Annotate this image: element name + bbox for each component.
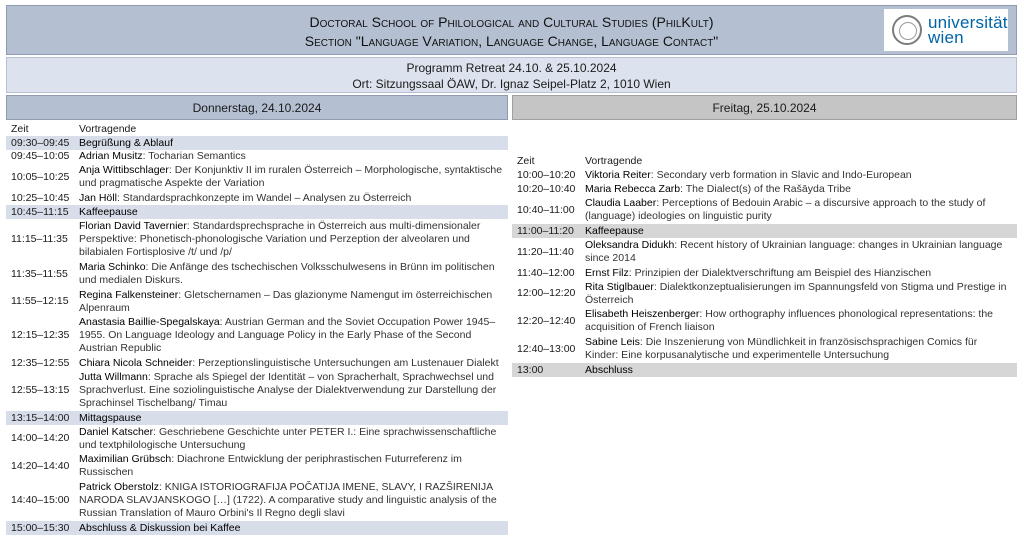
logo-text-line2: wien [928,28,964,47]
schedule-break-row [512,363,1017,377]
session-details [585,364,1017,377]
day1-title: Donnerstag, 24.10.2024 [6,95,508,120]
schedule-row [512,307,1017,335]
talk-title: : Geschriebene Geschichte unter PETER I.: Eine sprachwissenschaftliche und textphilologische Untersuchung [79,425,497,451]
break-label: Mittagspause [79,411,142,424]
talk-title: : Standardsprechsprache in Österreich aus multi-dimensionaler Perspektive: Phonetisch-phonologische Variation und Perzeption der alveolaren und bilabialen Fortisplosive /t/ und /p/ [79,220,481,258]
break-label: Kaffeepause [585,224,644,237]
talk-title: : Perzeptionslinguistische Untersuchungen am Lustenauer Dialekt [192,356,499,369]
schedule-row [6,480,508,521]
schedule-row [6,191,508,205]
schedule-row [512,196,1017,224]
session-time: 13:00 [517,363,544,376]
talk-title: : KNIGA ISTORIOGRAFIJA POČATIJA IMENE, SLAVY, I RAZŠIRENIJA NARODA SLAVJANSKOGO […] (1722). A comparative study and linguistic analysis of the Russian Translation of Mauro Orbini's Il Regno degli slavi [79,481,497,519]
university-logo [884,9,1008,51]
column-speaker-label: Vortragende [79,122,137,135]
session-time: 10:45–11:15 [11,205,69,218]
speaker-name: Maximilian Grübsch [79,453,172,465]
column-time-label: Zeit [11,122,29,135]
schedule-row [512,182,1017,196]
schedule-row [6,150,508,163]
column-time-label: Zeit [517,154,535,167]
event-info [6,57,1017,93]
schedule-row [512,335,1017,363]
session-details [79,164,508,190]
talk-title: : Tocharian Semantics [142,150,246,162]
talk-title: : Diachrone Entwicklung der periphrastischen Futurreferenz im Russischen [79,453,462,478]
break-label: Abschluss & Diskussion bei Kaffee [79,521,241,534]
talk-title: : Perceptions of Bedouin Arabic – a discursive approach to the study of (language) ideologies on linguistic purity [585,197,986,222]
session-time: 10:00–10:20 [517,168,576,181]
talk-title: : Die Anfänge des tschechischen Volksschulwesens in Brünn im politischen und medialen Diskurs. [79,261,495,286]
schedule-break-row [6,521,508,535]
schedule-row [6,288,508,315]
talk-title: : Recent history of Ukrainian language: changes in Ukrainian language since 2014 [585,239,1003,264]
session-time: 10:25–10:45 [11,191,70,204]
break-label: Abschluss [585,363,633,376]
talk-title: : Prinzipien der Dialektverschriftung am Beispiel des Hianzischen [628,266,932,279]
schedule-row [6,356,508,370]
speaker-name: Viktoria Reiter [585,168,651,181]
talk-title: : Sprache als Spiegel der Identität – von Spracherhalt, Sprachwechsel und Sprachverlust. Eine soziolinguistische Analyse der Dialektverwendung zur Darstellung der Sprachinsel Tischelbang/ Timau [79,371,497,409]
session-time: 12:00–12:20 [517,287,576,299]
session-details [585,336,1017,362]
schedule-row [512,280,1017,307]
day2-schedule [512,154,1017,377]
schedule-row [6,452,508,480]
speaker-name: Patrick Oberstolz [79,481,159,493]
session-time: 11:40–12:00 [517,266,575,279]
schedule-row [6,260,508,288]
speaker-name: Maria Rebecca Zarb [585,182,681,195]
speaker-name: Rita Stiglbauer [585,280,654,293]
schedule-row [6,370,508,411]
session-details [79,453,508,479]
session-details [79,371,508,410]
schedule-break-row [6,411,508,425]
session-time: 12:20–12:40 [517,314,576,327]
session-time: 14:20–14:40 [11,459,70,472]
schedule-break-row [6,205,508,219]
session-details [585,225,1017,238]
session-details [79,426,508,452]
talk-title: : Austrian German and the Soviet Occupation Power 1945–1955. On Language Ideology and Language Policy in the Early Phase of the Second Austrian Republic [79,316,496,354]
session-details [585,169,1017,182]
session-details [585,267,1017,280]
session-time: 11:35–11:55 [11,267,68,280]
session-time: 15:00–15:30 [11,521,70,534]
column-speaker-label: Vortragende [585,154,643,167]
schedule-row [6,163,508,191]
session-details [79,357,508,370]
event-title: Programm Retreat 24.10. & 25.10.2024 [406,61,617,75]
session-time: 14:00–14:20 [11,432,70,444]
event-location: Ort: Sitzungssaal ÖAW, Dr. Ignaz Seipel-Platz 2, 1010 Wien [352,77,671,91]
speaker-name: Regina Falkensteiner [79,288,179,301]
speaker-name: Jutta Willmann [79,371,148,383]
session-details [79,481,508,520]
speaker-name: Ernst Filz [585,266,629,279]
speaker-name: Jan Höll [79,191,117,204]
session-details [79,220,508,259]
talk-title: : Der Konjunktiv II im ruralen Österreich – Morphologische, syntaktische und pragmatische Aspekte der Variation [79,164,503,189]
talk-title: : Secondary verb formation in Slavic and Indo-European [650,168,912,181]
seal-icon [892,15,922,45]
session-time: 10:05–10:25 [11,170,70,183]
session-details [585,239,1017,265]
page-subtitle: Section "Language Variation, Language Change, Language Contact" [304,33,719,49]
talk-title: : How orthography influences phonological representations: the acquisition of French liaison [585,308,994,333]
page-header [6,5,1017,55]
speaker-name: Claudia Laaber [585,197,657,209]
break-label: Kaffeepause [79,205,138,218]
speaker-name: Anastasia Baillie-Spegalskaya [79,316,220,328]
session-details [585,197,1017,223]
speaker-name: Florian David Tavernier [79,220,187,232]
session-time: 12:15–12:35 [11,329,70,341]
day2-column-header [512,154,1017,168]
schedule-break-row [512,224,1017,238]
session-time: 14:40–15:00 [11,494,70,506]
talk-title: : Gletschernamen – Das glazionyme Namengut im österreichischen Alpenraum [79,288,493,314]
session-details [79,192,508,205]
session-time: 12:40–13:00 [517,342,576,355]
page-title: Doctoral School of Philological and Cultural Studies (PhilKult) [309,14,714,30]
speaker-name: Oleksandra Didukh [585,239,675,251]
session-time: 11:20–11:40 [517,245,574,258]
session-details [585,183,1017,196]
session-details [79,150,508,163]
talk-title: : Standardsprachkonzepte im Wandel – Analysen zu Österreich [116,191,412,204]
session-time: 13:15–14:00 [11,411,70,424]
speaker-name: Elisabeth Heiszenberger [585,308,700,320]
session-details [79,412,508,425]
talk-title: : The Dialect(s) of the Rašāyda Tribe [680,182,851,195]
schedule-row [6,425,508,452]
session-details [585,308,1017,334]
speaker-name: Chiara Nicola Schneider [79,356,193,369]
session-time: 11:00–11:20 [517,224,574,237]
talk-title: : Die Inszenierung von Mündlichkeit in französischsprachigen Comics für Kinder: Eine korpusanalytische und experimentelle Untersuchung [585,336,978,361]
session-time: 10:40–11:00 [517,203,575,216]
logo-text-line1: universität [928,13,1008,32]
break-label: Begrüßung & Ablauf [79,136,173,149]
session-details [79,137,508,150]
session-details [79,261,508,287]
session-time: 09:45–10:05 [11,150,70,162]
session-time: 11:15–11:35 [11,233,68,245]
speaker-name: Anja Wittibschlager [79,164,169,176]
talk-title: : Dialektkonzeptualisierungen im Spannungsfeld von Stigma und Prestige in Österreich [585,280,1007,306]
speaker-name: Sabine Leis [585,336,640,348]
schedule-break-row [6,136,508,150]
session-time: 10:20–10:40 [517,182,576,195]
day2-title: Freitag, 25.10.2024 [512,95,1017,120]
schedule-row [512,238,1017,266]
speaker-name: Adrian Musitz [79,150,143,162]
schedule-row [6,219,508,260]
day1-column-header [6,122,508,136]
session-details [79,522,508,535]
session-details [79,316,508,355]
speaker-name: Daniel Katscher [79,425,154,438]
session-time: 11:55–12:15 [11,295,69,307]
logo-text [928,15,1008,45]
schedule-row [512,266,1017,280]
session-time: 09:30–09:45 [11,136,70,149]
session-details [585,281,1017,307]
day1-schedule [6,122,508,535]
session-details [79,206,508,219]
session-details [79,289,508,315]
schedule-row [6,315,508,356]
session-time: 12:55–13:15 [11,384,70,396]
speaker-name: Maria Schinko [79,261,146,273]
schedule-row [512,168,1017,182]
session-time: 12:35–12:55 [11,356,70,369]
